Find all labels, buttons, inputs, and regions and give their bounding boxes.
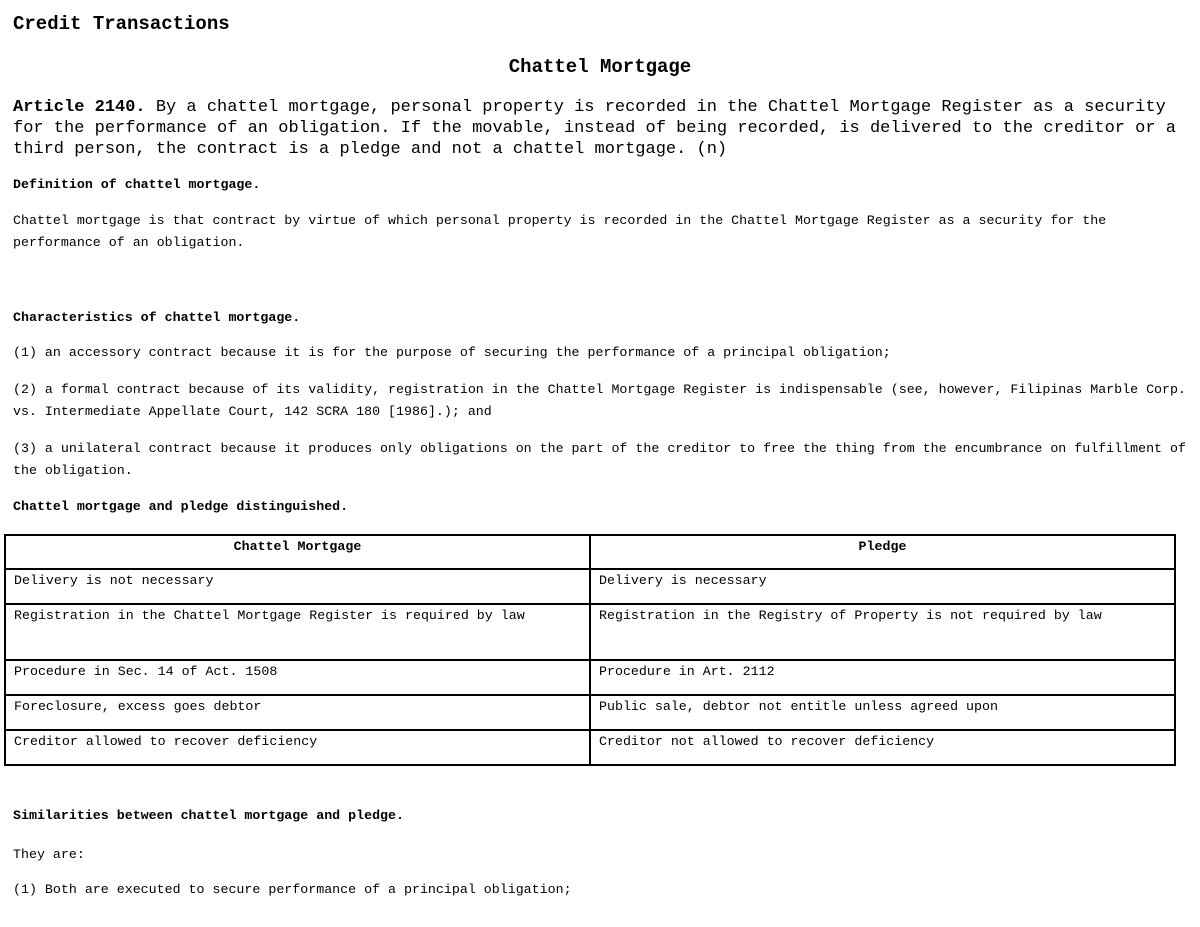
- article-paragraph: [13, 97, 1193, 160]
- article-text: By a chattel mortgage, personal property is recorded in the Chattel Mortgage Register as a security for the performance of an obligation. If the movable, instead of being recorded, is delivered to the creditor or a third person, the contract is a pledge and not a chattel mortgage. (n): [13, 98, 1176, 159]
- definition-text: Chattel mortgage is that contract by virtue of which personal property is recorded in the Chattel Mortgage Register as a security for the performance of an obligation.: [13, 213, 1107, 250]
- comparison-table: [4, 534, 1176, 766]
- column-header-pledge: Pledge: [590, 535, 1175, 569]
- characteristic-item: (2) a formal contract because of its validity, registration in the Chattel Mortgage Register is indispensable (see, however, Filipinas Marble Corp. vs. Intermediate Appellate Court, 142 SCRA 180 [1986].); and: [13, 382, 1186, 419]
- table-cell: Foreclosure, excess goes debtor: [5, 695, 590, 730]
- table-row: [5, 604, 1175, 660]
- similarities-intro: They are:: [13, 847, 85, 862]
- table-row: [5, 730, 1175, 765]
- table-cell: Registration in the Chattel Mortgage Register is required by law: [5, 604, 590, 660]
- characteristic-item: (3) a unilateral contract because it produces only obligations on the part of the creditor to free the thing from the encumbrance on fulfillment of the obligation.: [13, 441, 1186, 478]
- distinguished-heading: Chattel mortgage and pledge distinguished.: [13, 499, 349, 514]
- section-title: Chattel Mortgage: [508, 56, 692, 78]
- table-cell: Procedure in Art. 2112: [590, 660, 1175, 695]
- table-cell: Procedure in Sec. 14 of Act. 1508: [5, 660, 590, 695]
- similarity-item: (1) Both are executed to secure performance of a principal obligation;: [13, 882, 572, 897]
- table-row: [5, 660, 1175, 695]
- article-label: Article 2140.: [13, 98, 146, 117]
- column-header-chattel-mortgage: Chattel Mortgage: [5, 535, 590, 569]
- table-row: [5, 569, 1175, 604]
- table-cell: Creditor not allowed to recover deficiency: [590, 730, 1175, 765]
- table-cell: Public sale, debtor not entitle unless agreed upon: [590, 695, 1175, 730]
- characteristic-item: (1) an accessory contract because it is for the purpose of securing the performance of a principal obligation;: [13, 345, 891, 360]
- characteristics-heading: Characteristics of chattel mortgage.: [13, 310, 301, 325]
- document-header: Credit Transactions: [13, 13, 230, 35]
- table-row: [5, 695, 1175, 730]
- table-cell: Registration in the Registry of Property is not required by law: [590, 604, 1175, 660]
- definition-heading: Definition of chattel mortgage.: [13, 177, 261, 192]
- table-cell: Delivery is not necessary: [5, 569, 590, 604]
- table-header-row: [5, 535, 1175, 569]
- table-cell: Creditor allowed to recover deficiency: [5, 730, 590, 765]
- similarities-heading: Similarities between chattel mortgage and pledge.: [13, 808, 404, 823]
- table-cell: Delivery is necessary: [590, 569, 1175, 604]
